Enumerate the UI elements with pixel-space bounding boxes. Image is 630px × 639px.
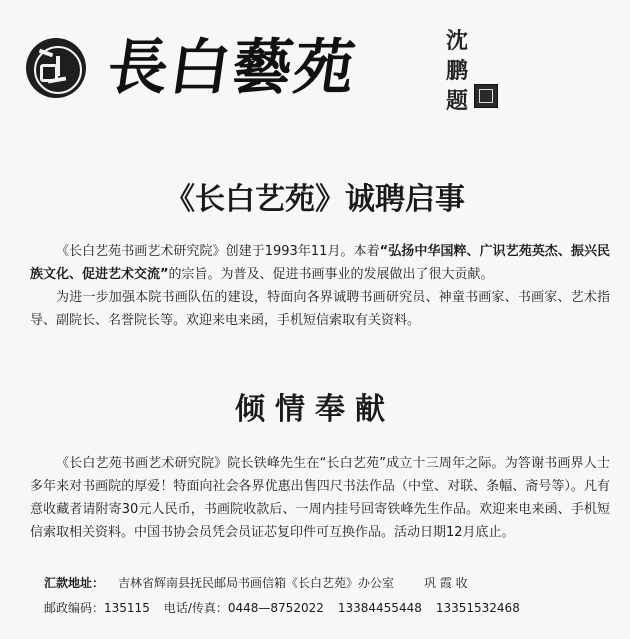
masthead-title: 長白藝苑 — [103, 33, 361, 103]
postcode-label: 邮政编码： — [44, 601, 105, 615]
motto: “弘扬中华国粹、广识艺苑英杰、振兴民族文化、促进艺术交流” — [30, 244, 610, 282]
offer-heading: 倾情奉献 — [235, 392, 395, 427]
phone: 0448—8752022 — [227, 601, 324, 615]
recruitment-paragraph-1: 《长白艺苑书画艺术研究院》创建于1993年11月。本着“弘扬中华国粹、广识艺苑英杰、振兴民族文化、促进艺术交流”的宗旨。为普及、促进书画事业的发展做出了很大贡献。 — [30, 244, 610, 282]
remit-address: 吉林省辉南县抚民邮局书画信箱《长白艺苑》办公室 — [118, 576, 395, 590]
calligrapher-signature: 沈鹏题 — [446, 28, 469, 114]
recipient: 巩 霞 收 — [424, 576, 468, 590]
round-seal-icon — [26, 38, 86, 98]
offer-paragraph: 《长白艺苑书画艺术研究院》院长铁峰先生在“长白艺苑”成立十三周年之际。为答谢书画界人士多年来对书画院的厚爱！特面向社会各界优惠出售四尺书法作品（中堂、对联、条幅、斋号等）。凡有意收藏者请附寄30元人民币，书画院收款后、一周内挂号回寄铁峰先生作品。欢迎来电来函、手机短信索取相关资料。中国书协会员凭会员证芯复印件可互换作品。活动日期12月底止。 — [30, 456, 610, 540]
recruitment-paragraph-2: 为进一步加强本院书画队伍的建设，特面向各界诚聘书画研究员、神童书画家、书画家、艺术指导、副院长、名誉院长等。欢迎来电来函，手机短信索取有关资料。 — [30, 290, 610, 328]
contact-line — [44, 598, 604, 618]
remit-label: 汇款地址： — [44, 576, 105, 590]
mobile-2: 13351532468 — [435, 601, 520, 615]
offer-text — [30, 452, 610, 544]
postcode: 135115 — [104, 601, 150, 615]
recruitment-text — [30, 240, 610, 332]
remittance-line — [44, 573, 604, 593]
recruitment-heading: 《长白艺苑》诚聘启事 — [165, 182, 465, 217]
mobile-1: 13384455448 — [337, 601, 422, 615]
phone-label: 电话/传真： — [163, 601, 228, 615]
square-seal-icon — [474, 84, 498, 108]
